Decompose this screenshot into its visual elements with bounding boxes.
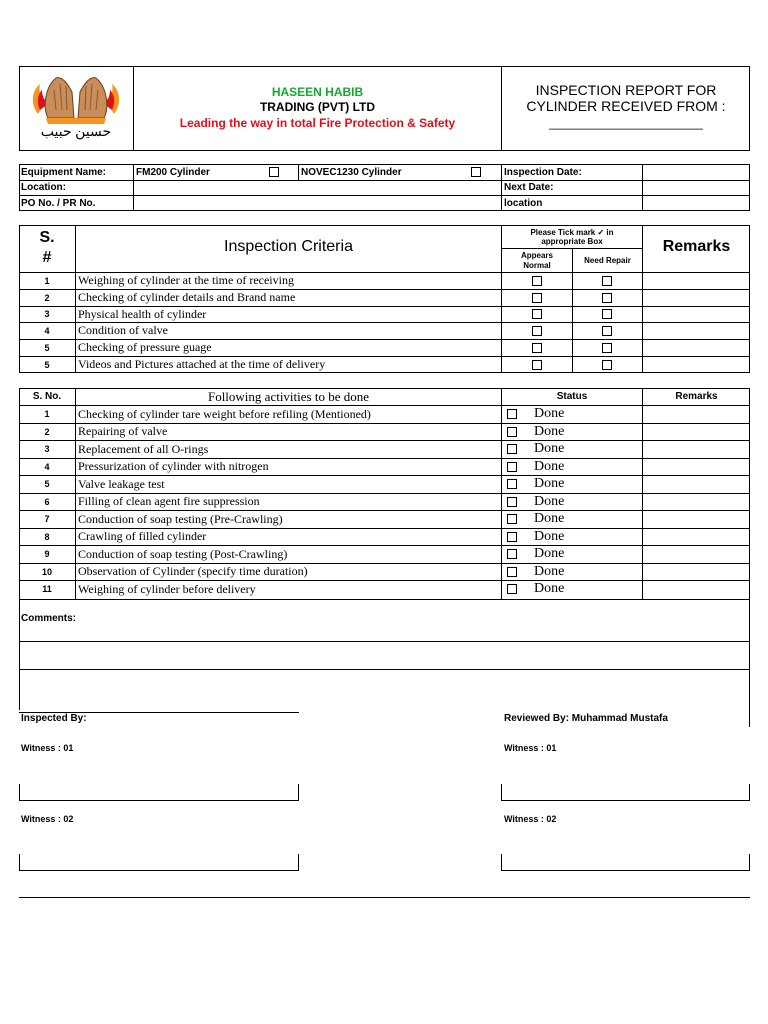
criteria-row-number: 5 — [44, 342, 50, 353]
done-checkbox[interactable] — [507, 409, 517, 419]
appears-normal-header-1: Appears — [520, 251, 553, 260]
need-repair-checkbox[interactable] — [602, 309, 612, 319]
activity-row-number: 11 — [42, 584, 52, 594]
need-repair-header: Need Repair — [584, 256, 631, 265]
activities-sno-header: S. No. — [32, 391, 62, 402]
activity-row-text: Valve leakage test — [78, 476, 165, 491]
done-label: Done — [534, 528, 565, 544]
done-label: Done — [534, 493, 565, 509]
criteria-row-number: 1 — [44, 275, 50, 286]
comments-line-1 — [19, 641, 750, 642]
praying-hands-logo — [26, 70, 126, 126]
appears-normal-header-2: Normal — [523, 261, 551, 270]
witness-02-left-signature[interactable] — [19, 854, 299, 871]
done-label: Done — [534, 546, 565, 561]
done-label: Done — [534, 581, 565, 596]
comments-label: Comments: — [21, 613, 77, 624]
appears-normal-checkbox[interactable] — [532, 360, 542, 370]
activities-col-line-2 — [501, 388, 502, 600]
witness-01-right-signature[interactable] — [501, 784, 750, 801]
criteria-row-text: Condition of valve — [78, 323, 168, 337]
criteria-row-number: 4 — [44, 325, 50, 336]
done-checkbox[interactable] — [507, 584, 517, 594]
activities-col-line-3 — [642, 388, 643, 600]
fm200-option-label: FM200 Cylinder — [136, 166, 210, 178]
witness-01-left-signature[interactable] — [19, 784, 299, 801]
done-label: Done — [534, 563, 565, 579]
activity-row-number: 6 — [44, 496, 50, 507]
criteria-row-text: Checking of pressure guage — [78, 340, 212, 354]
done-label: Done — [534, 511, 565, 526]
activity-row-text: Conduction of soap testing (Pre-Crawling) — [78, 511, 283, 526]
appears-normal-checkbox[interactable] — [532, 343, 542, 353]
equipment-row-line-2 — [19, 195, 750, 196]
activity-row-number: 4 — [44, 461, 50, 472]
activity-row-text: Conduction of soap testing (Post-Crawling) — [78, 546, 288, 561]
done-checkbox[interactable] — [507, 532, 517, 542]
criteria-remarks-header: Remarks — [662, 238, 731, 255]
company-name: HASEEN HABIB — [271, 85, 364, 99]
witness-02-right-label: Witness : 02 — [504, 814, 557, 824]
activity-row-text: Checking of cylinder tare weight before refiling (Mentioned) — [78, 406, 371, 421]
location2-label: location — [504, 197, 543, 209]
reviewed-right-edge — [749, 710, 750, 727]
activity-row-text: Repairing of valve — [78, 424, 168, 438]
appears-normal-checkbox[interactable] — [532, 293, 542, 303]
report-title-line-2: CYLINDER RECEIVED FROM : — [526, 98, 726, 114]
activity-row-text: Filling of clean agent fire suppression — [78, 494, 260, 508]
done-label: Done — [534, 423, 565, 439]
po-pr-label: PO No. / PR No. — [21, 197, 96, 209]
report-received-from-blank[interactable]: _______________________ — [549, 116, 703, 130]
criteria-row-number: 2 — [44, 292, 50, 303]
inspected-by-label: Inspected By: — [21, 713, 87, 724]
done-checkbox[interactable] — [507, 514, 517, 524]
witness-01-left-label: Witness : 01 — [21, 743, 74, 753]
fm200-checkbox[interactable] — [269, 167, 279, 177]
activities-status-header: Status — [556, 391, 588, 402]
criteria-row-text: Videos and Pictures attached at the time of delivery — [78, 357, 326, 371]
criteria-row-number: 3 — [44, 309, 50, 319]
novec1230-option-label: NOVEC1230 Cylinder — [301, 166, 402, 178]
activity-row-number: 9 — [44, 549, 50, 559]
activities-title: Following activities to be done — [207, 388, 370, 404]
need-repair-checkbox[interactable] — [602, 326, 612, 336]
witness-02-left-label: Witness : 02 — [21, 814, 74, 824]
activity-row-text: Observation of Cylinder (specify time duration) — [78, 564, 308, 578]
activity-row-number: 1 — [44, 409, 50, 419]
done-checkbox[interactable] — [507, 444, 517, 454]
criteria-row-text: Checking of cylinder details and Brand name — [78, 290, 296, 304]
criteria-sno-header-2: # — [42, 249, 52, 266]
reviewed-by-label: Reviewed By: Muhammad Mustafa — [504, 713, 668, 724]
criteria-row-number: 5 — [44, 359, 50, 370]
witness-02-right-signature[interactable] — [501, 854, 750, 871]
comments-box — [19, 600, 750, 710]
activity-row-text: Replacement of all O-rings — [78, 441, 209, 456]
criteria-col-line-3 — [572, 248, 573, 373]
done-checkbox[interactable] — [507, 427, 517, 437]
done-label: Done — [534, 406, 565, 421]
company-tagline: Leading the way in total Fire Protection & Safety — [179, 116, 456, 130]
appears-normal-checkbox[interactable] — [532, 276, 542, 286]
activity-row-text: Crawling of filled cylinder — [78, 529, 207, 543]
criteria-sno-header-1: S. — [39, 229, 55, 246]
novec1230-checkbox[interactable] — [471, 167, 481, 177]
done-checkbox[interactable] — [507, 462, 517, 472]
activity-row-text: Pressurization of cylinder with nitrogen — [78, 459, 269, 473]
done-checkbox[interactable] — [507, 567, 517, 577]
activity-row-number: 10 — [41, 566, 52, 577]
done-label: Done — [534, 458, 565, 474]
equipment-col-line-4 — [642, 164, 643, 211]
need-repair-checkbox[interactable] — [602, 276, 612, 286]
activity-row-number: 5 — [44, 479, 50, 489]
company-subtitle: TRADING (PVT) LTD — [259, 100, 376, 114]
witness-01-right-label: Witness : 01 — [504, 743, 557, 753]
next-date-label: Next Date: — [504, 182, 554, 193]
equipment-name-label: Equipment Name: — [21, 166, 107, 178]
activity-row-number: 8 — [44, 531, 50, 542]
activity-row-text: Weighing of cylinder before delivery — [78, 581, 256, 596]
comments-line-2 — [19, 669, 750, 670]
done-label: Done — [534, 476, 565, 491]
done-checkbox[interactable] — [507, 497, 517, 507]
criteria-title: Inspection Criteria — [224, 238, 353, 255]
location-label: Location: — [21, 182, 66, 193]
activities-col-line-1 — [75, 388, 76, 600]
activity-row-number: 3 — [44, 444, 50, 454]
equipment-row-line-1 — [19, 180, 750, 181]
page-bottom-line — [19, 897, 750, 898]
need-repair-checkbox[interactable] — [602, 360, 612, 370]
equipment-col-line-1 — [133, 164, 134, 211]
done-checkbox[interactable] — [507, 479, 517, 489]
criteria-row-text: Physical health of cylinder — [78, 306, 207, 321]
logo-script: حسین حبیب — [40, 125, 112, 140]
activity-row-number: 2 — [44, 426, 50, 437]
equipment-col-line-3 — [501, 164, 502, 211]
appears-normal-checkbox[interactable] — [532, 326, 542, 336]
activities-remarks-header: Remarks — [675, 391, 718, 402]
need-repair-checkbox[interactable] — [602, 343, 612, 353]
done-label: Done — [534, 441, 565, 456]
criteria-col-line-2 — [501, 225, 502, 373]
done-checkbox[interactable] — [507, 549, 517, 559]
company-logo — [26, 70, 126, 142]
tick-note-line-2: appropriate Box — [541, 237, 603, 246]
report-title-line-1: INSPECTION REPORT FOR — [535, 82, 717, 98]
appears-normal-checkbox[interactable] — [532, 309, 542, 319]
equipment-col-line-2 — [298, 164, 299, 180]
inspection-date-label: Inspection Date: — [504, 166, 582, 178]
need-repair-checkbox[interactable] — [602, 293, 612, 303]
criteria-row-text: Weighing of cylinder at the time of receiving — [78, 273, 294, 287]
tick-note-line-1: Please Tick mark ✓ in — [530, 228, 614, 237]
activity-row-number: 7 — [44, 514, 50, 524]
